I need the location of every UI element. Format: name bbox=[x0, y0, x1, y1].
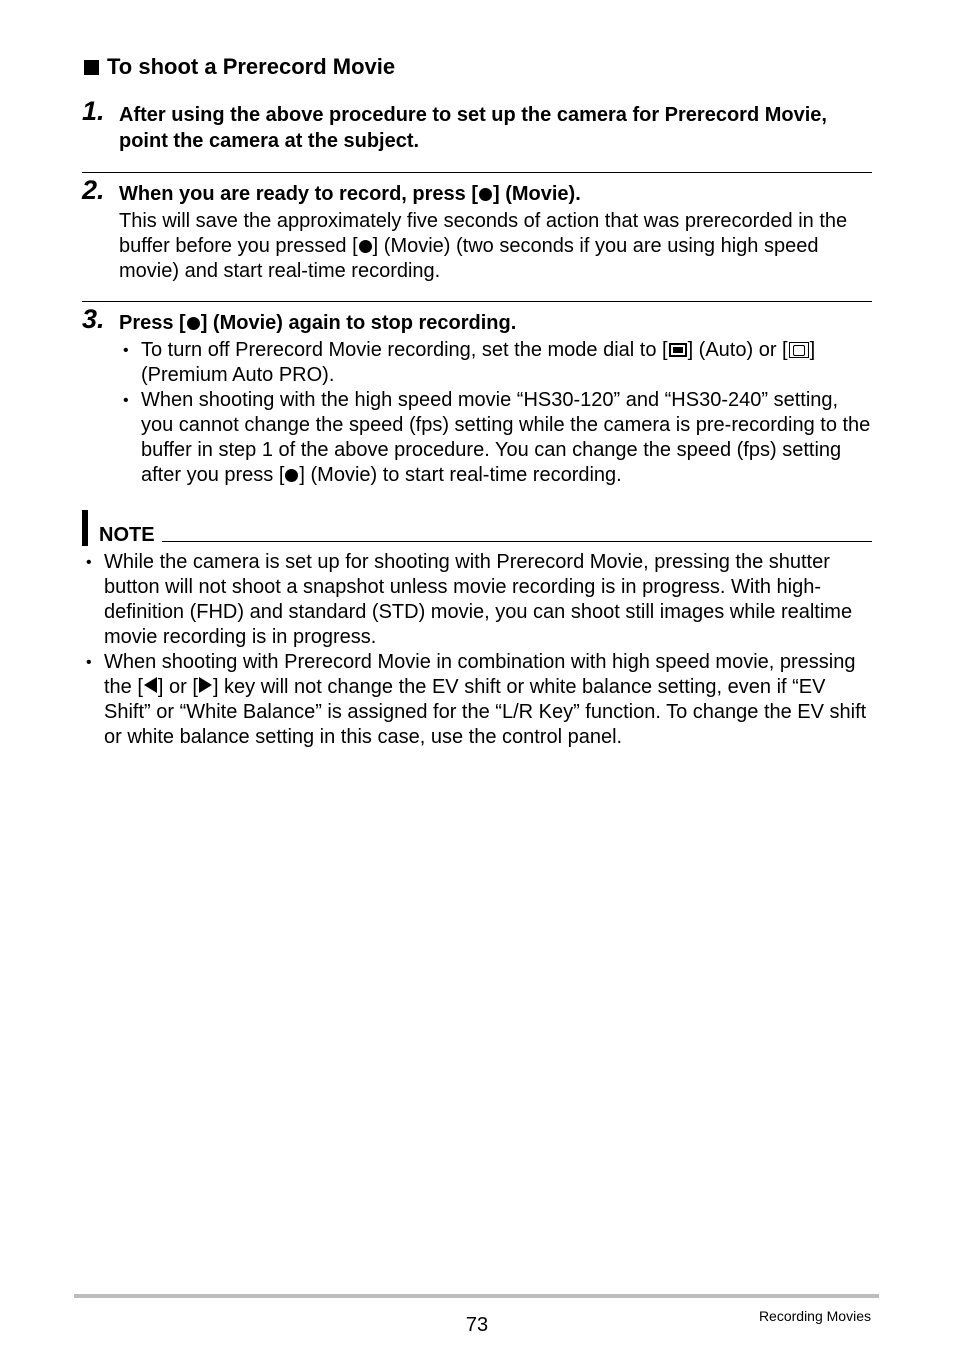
note-rule bbox=[162, 541, 872, 542]
step-title bbox=[119, 181, 872, 207]
text: When shooting with the high speed movie “HS30-120” and “HS30-240” setting, you cannot change the speed (fps) setting while the camera is pre-recording to the buffer in step 1 of the above procedure. You can change the speed (fps) setting after you press [ bbox=[141, 389, 871, 486]
text: When you are ready to record, press [ bbox=[119, 183, 478, 205]
black-square-icon bbox=[84, 60, 99, 75]
text: Press [ bbox=[119, 312, 186, 334]
note-header bbox=[82, 510, 872, 546]
step-2 bbox=[82, 175, 872, 284]
text: ] (Movie) again to stop recording. bbox=[200, 312, 517, 334]
page-number: 73 bbox=[465, 1314, 489, 1336]
footer-rule bbox=[74, 1294, 879, 1298]
text: ] (Movie) to start real-time recording. bbox=[299, 464, 622, 486]
text: To turn off Prerecord Movie recording, set the mode dial to [ bbox=[141, 339, 668, 361]
text: ] (Premium Auto PRO). bbox=[141, 339, 816, 386]
section-heading-text: To shoot a Prerecord Movie bbox=[107, 54, 396, 79]
divider bbox=[82, 172, 872, 173]
divider bbox=[82, 301, 872, 302]
step-number: 1. bbox=[82, 96, 105, 126]
step-title bbox=[119, 310, 872, 336]
step-body bbox=[119, 209, 872, 284]
step-title: After using the above procedure to set up the camera for Prerecord Movie, point the camera at the subject. bbox=[119, 104, 827, 152]
section-name: Recording Movies bbox=[758, 1308, 871, 1324]
movie-button-dot-icon bbox=[285, 469, 298, 482]
right-arrow-icon bbox=[199, 677, 212, 693]
note-label: NOTE bbox=[99, 524, 155, 546]
step-number: 3. bbox=[82, 304, 105, 334]
note-list bbox=[82, 550, 872, 750]
step-number: 2. bbox=[82, 175, 105, 205]
list-item bbox=[82, 650, 872, 750]
step-bullets bbox=[119, 338, 872, 488]
text: ] (Auto) or [ bbox=[687, 339, 788, 361]
step-3 bbox=[82, 304, 872, 488]
step-1 bbox=[82, 96, 872, 154]
note-bar bbox=[82, 510, 88, 546]
text: ] (Movie). bbox=[493, 183, 581, 205]
list-item bbox=[119, 388, 872, 488]
movie-button-dot-icon bbox=[187, 317, 200, 330]
movie-button-dot-icon bbox=[359, 240, 372, 253]
left-arrow-icon bbox=[144, 677, 157, 693]
text: This will save the approximately five seconds of action that was prerecorded in the buffer before you pressed [ bbox=[119, 210, 848, 257]
text: ] or [ bbox=[157, 676, 198, 698]
text: ] key will not change the EV shift or white balance setting, even if “EV Shift” or “White Balance” is assigned for the “L/R Key” function. To change the EV shift or white balance setting in this case, use the control panel. bbox=[104, 676, 867, 748]
movie-button-dot-icon bbox=[479, 188, 492, 201]
list-item bbox=[119, 338, 872, 388]
text: When shooting with Prerecord Movie in combination with high speed movie, pressing the [ bbox=[104, 651, 856, 698]
auto-mode-icon bbox=[669, 343, 687, 357]
text: ] (Movie) (two seconds if you are using high speed movie) and start real-time recording. bbox=[119, 235, 819, 282]
premium-auto-pro-icon bbox=[789, 342, 809, 358]
list-item: • While the camera is set up for shooting with Prerecord Movie, pressing the shutter button will not shoot a snapshot unless movie recording is in progress. With high-definition (FHD) and standard (STD) movie, you can shoot still images while realtime movie recording is in progress. bbox=[82, 550, 872, 650]
section-heading bbox=[84, 54, 395, 80]
